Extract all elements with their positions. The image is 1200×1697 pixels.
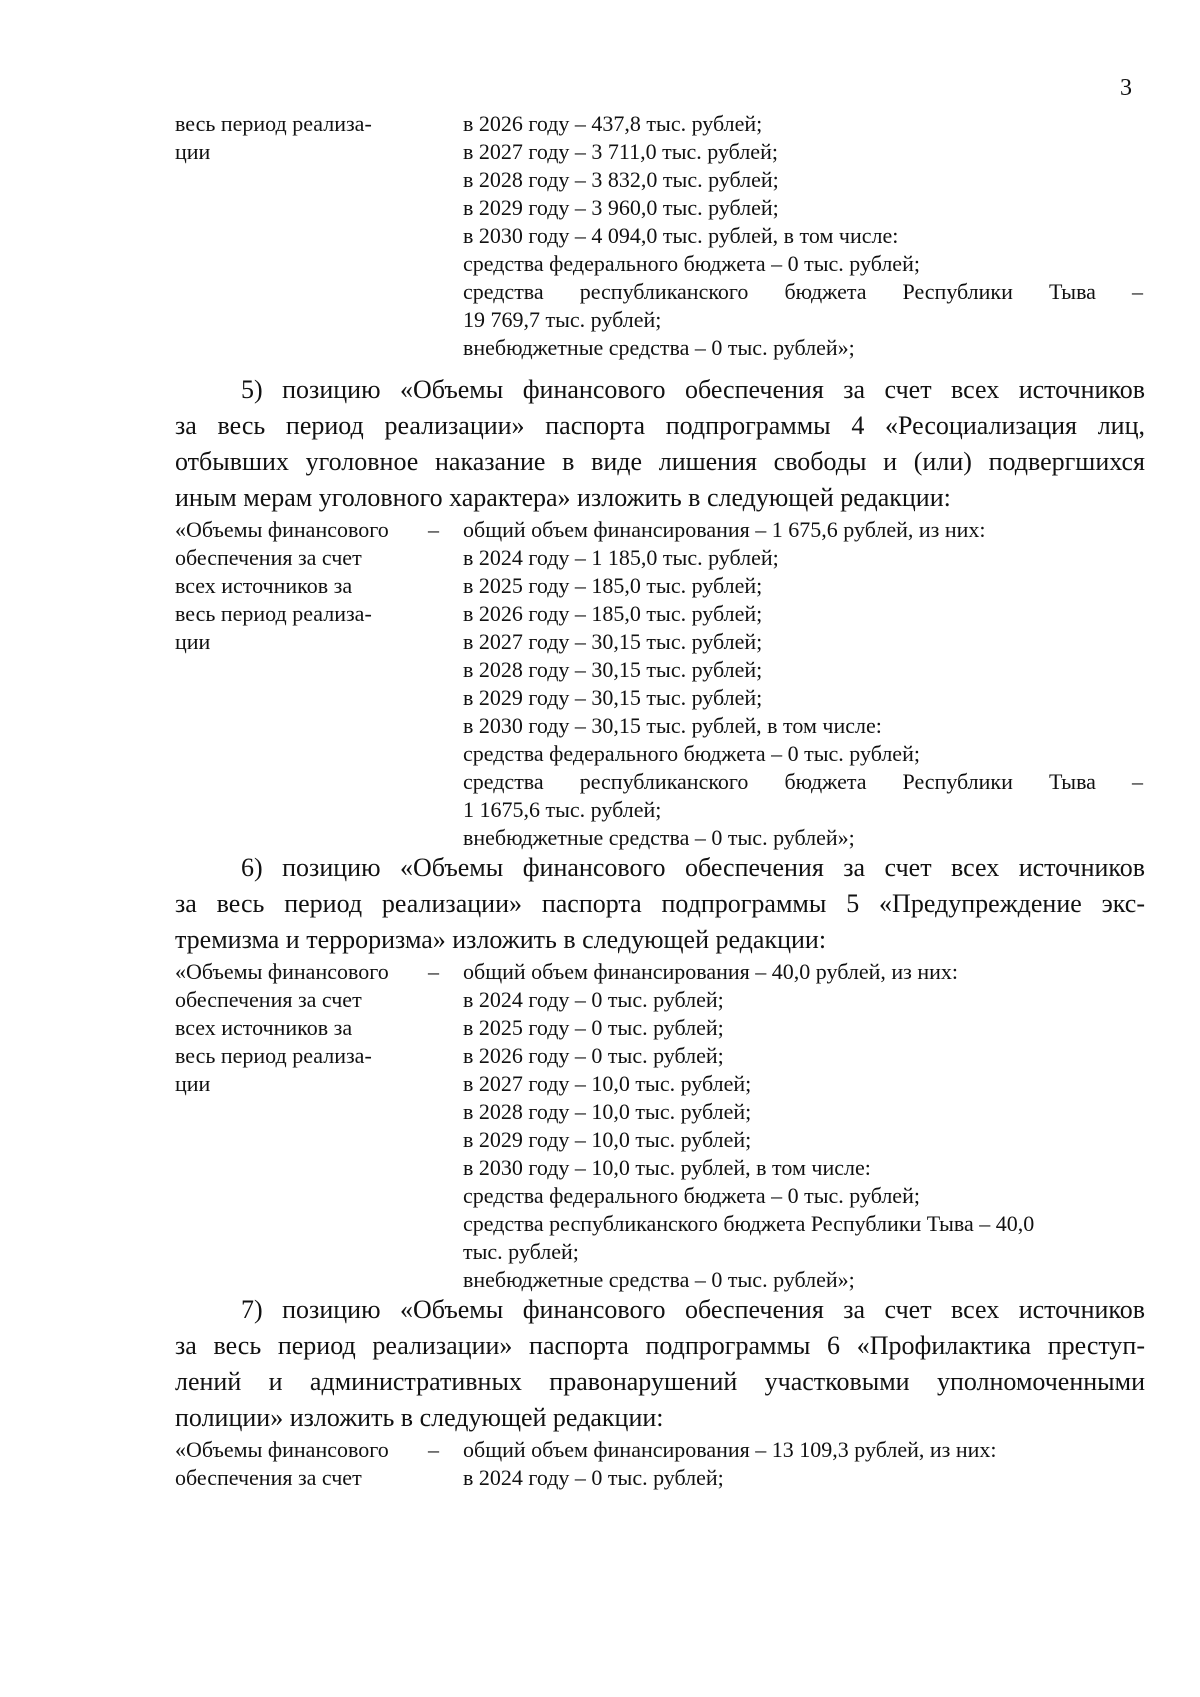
table-row (175, 222, 1145, 250)
value-cell: общий объем финансирования – 1 675,6 рублей, из них: (463, 517, 986, 542)
value-cell: внебюджетные средства – 0 тыс. рублей»; (463, 1267, 855, 1292)
table-row (175, 712, 1145, 740)
table-row (175, 1464, 1145, 1492)
table-row (175, 1210, 1145, 1238)
paragraph-line: 5) позицию «Объемы финансового обеспечения за счет всех источников (241, 375, 1145, 404)
value-cell: в 2024 году – 1 185,0 тыс. рублей; (463, 545, 779, 570)
table-row (175, 768, 1145, 796)
label-cell: ции (175, 139, 211, 164)
value-cell: в 2030 году – 4 094,0 тыс. рублей, в том числе: (463, 223, 899, 248)
dash-cell: – (428, 517, 439, 542)
paragraph-line: тремизма и терроризма» изложить в следующей редакции: (175, 925, 827, 954)
label-cell: обеспечения за счет (175, 545, 362, 570)
table-row (175, 656, 1145, 684)
value-cell: в 2030 году – 30,15 тыс. рублей, в том числе: (463, 713, 882, 738)
table-row (175, 1154, 1145, 1182)
value-cell: средства федерального бюджета – 0 тыс. рублей; (463, 1183, 920, 1208)
dash-cell: – (428, 959, 439, 984)
value-cell: средства республиканского бюджета Республики Тыва – 40,0 (463, 1211, 1035, 1236)
value-cell: в 2024 году – 0 тыс. рублей; (463, 987, 724, 1012)
table-row (175, 796, 1145, 824)
label-cell: «Объемы финансового (175, 1437, 389, 1462)
paragraph-line: за весь период реализации» паспорта подпрограммы 6 «Профилактика преступ- (175, 1331, 1145, 1360)
value-cell: в 2027 году – 3 711,0 тыс. рублей; (463, 139, 778, 164)
value-cell: средства республиканского бюджета Республики Тыва – (463, 279, 1143, 304)
table-row (175, 600, 1145, 628)
value-cell: в 2026 году – 437,8 тыс. рублей; (463, 111, 763, 136)
paragraph-line: лений и административных правонарушений участковыми уполномоченными (175, 1367, 1145, 1396)
table-row (175, 110, 1145, 138)
label-cell: весь период реализа- (175, 1043, 372, 1068)
value-cell: 1 1675,6 тыс. рублей; (463, 797, 662, 822)
table-row (175, 740, 1145, 768)
table-row (175, 278, 1145, 306)
value-cell: общий объем финансирования – 13 109,3 рублей, из них: (463, 1437, 997, 1462)
financing-table-subprogram-4 (175, 516, 1145, 852)
paragraph-line: иным мерам уголовного характера» изложить в следующей редакции: (175, 483, 951, 512)
financing-table-top (175, 110, 1145, 362)
value-cell: средства республиканского бюджета Республики Тыва – (463, 769, 1143, 794)
value-cell: в 2025 году – 185,0 тыс. рублей; (463, 573, 763, 598)
value-cell: 19 769,7 тыс. рублей; (463, 307, 662, 332)
label-cell: всех источников за (175, 1015, 353, 1040)
paragraph-line: за весь период реализации» паспорта подпрограммы 4 «Ресоциализация лиц, (175, 411, 1145, 440)
table-row (175, 1014, 1145, 1042)
label-cell: обеспечения за счет (175, 987, 362, 1012)
value-cell: в 2028 году – 10,0 тыс. рублей; (463, 1099, 752, 1124)
value-cell: в 2026 году – 185,0 тыс. рублей; (463, 601, 763, 626)
table-row (175, 572, 1145, 600)
paragraph-line: за весь период реализации» паспорта подпрограммы 5 «Предупреждение экс- (175, 889, 1145, 918)
table-row (175, 986, 1145, 1014)
paragraph-6 (175, 850, 1145, 958)
value-cell: в 2027 году – 30,15 тыс. рублей; (463, 629, 763, 654)
label-cell: ции (175, 629, 211, 654)
table-row (175, 306, 1145, 334)
label-cell: ции (175, 1071, 211, 1096)
table-row (175, 958, 1145, 986)
table-row (175, 1238, 1145, 1266)
value-cell: в 2030 году – 10,0 тыс. рублей, в том числе: (463, 1155, 871, 1180)
value-cell: в 2028 году – 3 832,0 тыс. рублей; (463, 167, 779, 192)
table-row (175, 334, 1145, 362)
table-row (175, 824, 1145, 852)
paragraph-line: полиции» изложить в следующей редакции: (175, 1403, 664, 1432)
table-row (175, 628, 1145, 656)
value-cell: тыс. рублей; (463, 1239, 579, 1264)
financing-table-subprogram-5 (175, 958, 1145, 1294)
table-row (175, 1070, 1145, 1098)
table-row (175, 1266, 1145, 1294)
table-row (175, 1042, 1145, 1070)
value-cell: в 2026 году – 0 тыс. рублей; (463, 1043, 724, 1068)
table-row (175, 544, 1145, 572)
paragraph-7 (175, 1292, 1145, 1436)
value-cell: в 2029 году – 30,15 тыс. рублей; (463, 685, 763, 710)
value-cell: в 2029 году – 3 960,0 тыс. рублей; (463, 195, 779, 220)
paragraph-5 (175, 372, 1145, 516)
value-cell: внебюджетные средства – 0 тыс. рублей»; (463, 825, 855, 850)
value-cell: в 2029 году – 10,0 тыс. рублей; (463, 1127, 752, 1152)
paragraph-line: отбывших уголовное наказание в виде лишения свободы и (или) подвергшихся (175, 447, 1145, 476)
table-row (175, 194, 1145, 222)
table-row (175, 684, 1145, 712)
label-cell: весь период реализа- (175, 111, 372, 136)
label-cell: обеспечения за счет (175, 1465, 362, 1490)
table-row (175, 1182, 1145, 1210)
financing-table-subprogram-6 (175, 1436, 1145, 1492)
page-number: 3 (1120, 75, 1132, 101)
value-cell: общий объем финансирования – 40,0 рублей, из них: (463, 959, 958, 984)
paragraph-line: 6) позицию «Объемы финансового обеспечения за счет всех источников (241, 853, 1145, 882)
value-cell: средства федерального бюджета – 0 тыс. рублей; (463, 251, 920, 276)
label-cell: «Объемы финансового (175, 517, 389, 542)
table-row (175, 1126, 1145, 1154)
table-row (175, 166, 1145, 194)
value-cell: средства федерального бюджета – 0 тыс. рублей; (463, 741, 920, 766)
table-row (175, 516, 1145, 544)
table-row (175, 138, 1145, 166)
label-cell: «Объемы финансового (175, 959, 389, 984)
paragraph-line: 7) позицию «Объемы финансового обеспечения за счет всех источников (241, 1295, 1145, 1324)
table-row (175, 1098, 1145, 1126)
label-cell: всех источников за (175, 573, 353, 598)
table-row (175, 1436, 1145, 1464)
value-cell: в 2028 году – 30,15 тыс. рублей; (463, 657, 763, 682)
value-cell: внебюджетные средства – 0 тыс. рублей»; (463, 335, 855, 360)
value-cell: в 2027 году – 10,0 тыс. рублей; (463, 1071, 752, 1096)
label-cell: весь период реализа- (175, 601, 372, 626)
value-cell: в 2024 году – 0 тыс. рублей; (463, 1465, 724, 1490)
dash-cell: – (428, 1437, 439, 1462)
table-row (175, 250, 1145, 278)
value-cell: в 2025 году – 0 тыс. рублей; (463, 1015, 724, 1040)
